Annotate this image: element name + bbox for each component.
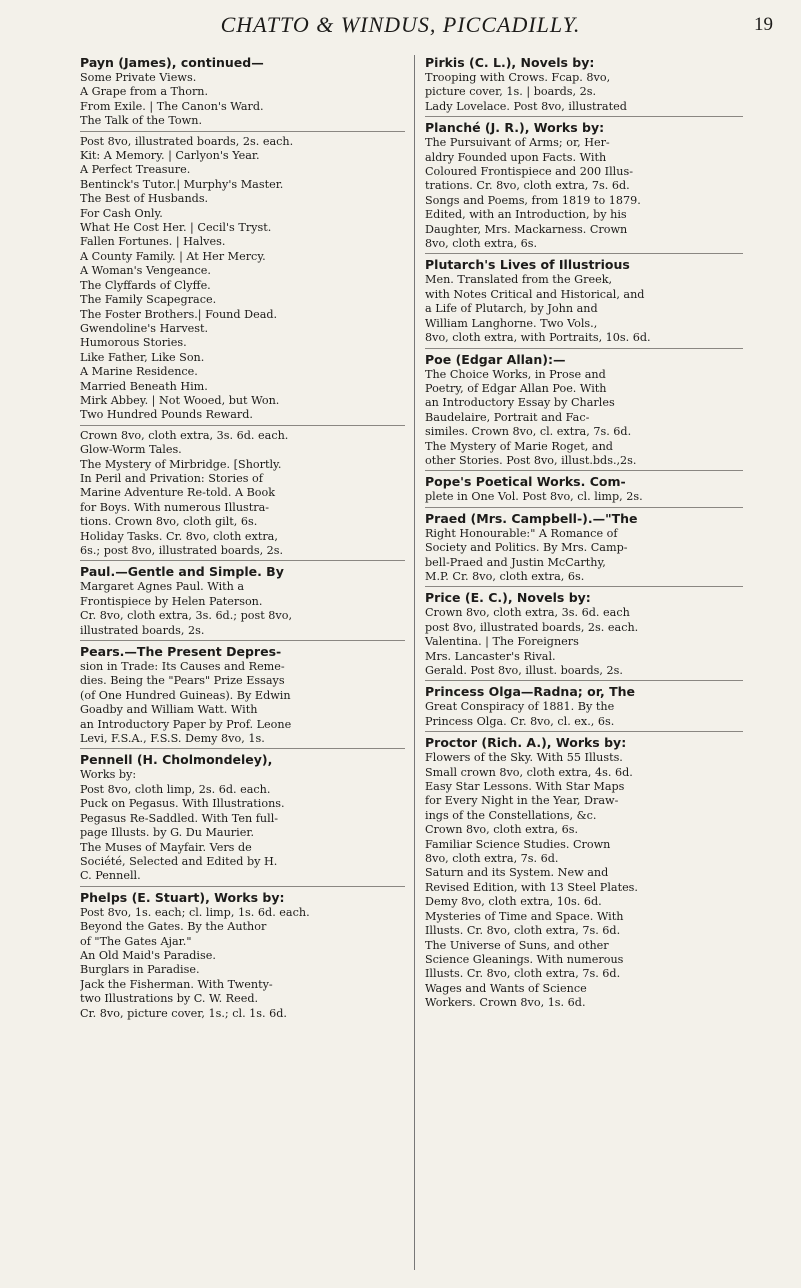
entry-line: Mirk Abbey. | Not Wooed, but Won. [80, 393, 280, 407]
catalog-entry [80, 135, 405, 426]
entry-line: Crown 8vo, cloth extra, 3s. 6d. each. [80, 428, 289, 442]
entry-line: The Best of Husbands. [80, 192, 209, 206]
entry-line: Married Beneath Him. [80, 379, 208, 393]
entry-line: Crown 8vo, cloth extra, 3s. 6d. each [425, 606, 630, 620]
entry-line: Saturn and its System. New and [425, 866, 609, 880]
entry-heading: Phelps (E. Stuart), Works by: [80, 889, 285, 905]
entry-line: Gerald. Post 8vo, illust. boards, 2s. [425, 664, 623, 677]
entry-line: Société, Selected and Edited by H. [80, 854, 278, 868]
entry-line: picture cover, 1s. | boards, 2s. [425, 85, 597, 99]
entry-line: Daughter, Mrs. Mackarness. Crown [425, 222, 628, 236]
entry-line: Flowers of the Sky. With 55 Illusts. [425, 751, 623, 765]
entry-line: Burglars in Paradise. [80, 963, 200, 977]
entry-line: Princess Olga. Cr. 8vo, cl. ex., 6s. [425, 714, 615, 728]
entry-heading: Payn (James), continued— [80, 55, 264, 70]
entry-line: The Choice Works, in Prose and [425, 367, 606, 381]
entry-line: page Illusts. by G. Du Maurier. [80, 826, 255, 840]
catalog-entry [80, 55, 405, 132]
entry-heading: Praed (Mrs. Campbell-).—"The [425, 510, 638, 526]
catalog-entry [425, 474, 743, 507]
catalog-entry [425, 55, 743, 117]
catalog-entry [425, 352, 743, 472]
entry-line: Science Gleanings. With numerous [425, 952, 624, 966]
entry-line: Edited, with an Introduction, by his [425, 208, 627, 222]
entry-line: M.P. Cr. 8vo, cloth extra, 6s. [425, 569, 585, 583]
entry-line: Two Hundred Pounds Reward. [80, 408, 253, 422]
entry-line: 8vo, cloth extra, 6s. [425, 237, 538, 251]
entry-line: Gwendoline's Harvest. [80, 321, 209, 335]
entry-line: Some Private Views. [80, 71, 197, 84]
entry-line: trations. Cr. 8vo, cloth extra, 7s. 6d. [425, 179, 630, 193]
entry-line: sion in Trade: Its Causes and Reme- [80, 660, 285, 674]
entry-line: (of One Hundred Guineas). By Edwin [80, 688, 291, 702]
entry-line: Jack the Fisherman. With Twenty- [80, 977, 273, 991]
entry-line: From Exile. | The Canon's Ward. [80, 99, 264, 113]
entry-line: The Mystery of Marie Roget, and [425, 439, 613, 453]
entry-line: 6s.; post 8vo, illustrated boards, 2s. [80, 544, 284, 557]
entry-line: In Peril and Privation: Stories of [80, 471, 263, 485]
entry-line: Post 8vo, cloth limp, 2s. 6d. each. [80, 782, 271, 796]
entry-line: Easy Star Lessons. With Star Maps [425, 780, 625, 794]
entry-line: 8vo, cloth extra, 7s. 6d. [425, 852, 559, 866]
entry-line: Songs and Poems, from 1819 to 1879. [425, 193, 641, 207]
entry-line: Like Father, Like Son. [80, 350, 205, 364]
catalog-entry [80, 752, 405, 886]
entry-line: The Muses of Mayfair. Vers de [80, 840, 252, 854]
entry-line: Lady Lovelace. Post 8vo, illustrated [425, 99, 627, 113]
entry-line: Glow-Worm Tales. [80, 443, 182, 457]
entry-line: Wages and Wants of Science [425, 981, 587, 995]
entry-heading: Pope's Poetical Works. Com- [425, 474, 626, 490]
entry-line: Coloured Frontispiece and 200 Illus- [425, 165, 633, 179]
entry-line: Illusts. Cr. 8vo, cloth extra, 7s. 6d. [425, 924, 621, 938]
entry-heading: Poe (Edgar Allan):— [425, 351, 566, 367]
entry-line: Puck on Pegasus. With Illustrations. [80, 797, 285, 811]
entry-line: Fallen Fortunes. | Halves. [80, 235, 226, 249]
entry-line: The Universe of Suns, and other [425, 938, 609, 952]
entry-line: Marine Adventure Re-told. A Book [80, 486, 276, 500]
entry-line: Trooping with Crows. Fcap. 8vo, [425, 71, 611, 84]
entry-heading: Pears.—The Present Depres- [80, 644, 282, 660]
entry-line: Illusts. Cr. 8vo, cloth extra, 7s. 6d. [425, 967, 621, 981]
catalog-entry [80, 564, 405, 641]
entry-heading: Planché (J. R.), Works by: [425, 120, 605, 136]
entry-line: for Every Night in the Year, Draw- [425, 794, 619, 808]
entry-line: A Perfect Treasure. [80, 163, 191, 177]
entry-line: Post 8vo, 1s. each; cl. limp, 1s. 6d. each. [80, 905, 310, 919]
entry-line: A Woman's Vengeance. [80, 264, 211, 278]
entry-line: aldry Founded upon Facts. With [425, 150, 607, 164]
catalog-entry [425, 590, 743, 681]
entry-line: bell-Praed and Justin McCarthy, [425, 555, 606, 569]
entry-line: The Pursuivant of Arms; or, Her- [425, 136, 610, 150]
entry-line: post 8vo, illustrated boards, 2s. each. [425, 620, 639, 634]
entry-line: dies. Being the "Pears" Prize Essays [80, 674, 285, 688]
entry-line: Post 8vo, illustrated boards, 2s. each. [80, 134, 294, 148]
entry-line: Holiday Tasks. Cr. 8vo, cloth extra, [80, 529, 278, 543]
entry-heading: Price (E. C.), Novels by: [425, 590, 591, 606]
entry-line: Mysteries of Time and Space. With [425, 909, 624, 923]
catalog-entry [425, 257, 743, 348]
entry-line: plete in One Vol. Post 8vo, cl. limp, 2s. [425, 490, 643, 504]
entry-line: Men. Translated from the Greek, [425, 273, 613, 287]
entry-line: The Family Scapegrace. [80, 293, 217, 307]
entry-line: C. Pennell. [80, 869, 141, 883]
entry-heading: Pirkis (C. L.), Novels by: [425, 55, 595, 70]
catalog-entry [425, 684, 743, 732]
entry-line: Bentinck's Tutor.| Murphy's Master. [80, 177, 284, 191]
entry-line: A Grape from a Thorn. [80, 85, 209, 99]
entry-line: Demy 8vo, cloth extra, 10s. 6d. [425, 895, 602, 909]
entry-line: an Introductory Paper by Prof. Leone [80, 717, 292, 731]
entry-line: two Illustrations by C. W. Reed. [80, 992, 259, 1006]
catalog-entry [425, 120, 743, 254]
entry-line: An Old Maid's Paradise. [80, 948, 216, 962]
entry-line: The Clyffards of Clyffe. [80, 278, 211, 292]
entry-line: Crown 8vo, cloth extra, 6s. [425, 823, 579, 837]
entry-heading: Pennell (H. Cholmondeley), [80, 752, 273, 768]
entry-line: Cr. 8vo, cloth extra, 3s. 6d.; post 8vo, [80, 609, 293, 623]
entry-heading: Plutarch's Lives of Illustrious [425, 257, 630, 273]
entry-line: What He Cost Her. | Cecil's Tryst. [80, 221, 272, 235]
catalog-entry [80, 890, 405, 1023]
entry-line: similes. Crown 8vo, cl. extra, 7s. 6d. [425, 425, 632, 439]
running-title: CHATTO & WINDUS, PICCADILLY. [220, 12, 581, 37]
entry-line: Mrs. Lancaster's Rival. [425, 649, 556, 663]
entry-line: Margaret Agnes Paul. With a [80, 580, 245, 594]
entry-line: Workers. Crown 8vo, 1s. 6d. [425, 996, 586, 1010]
entry-line: other Stories. Post 8vo, illust.bds.,2s. [425, 453, 637, 467]
entry-line: Pegasus Re-Saddled. With Ten full- [80, 811, 279, 825]
entry-line: Beyond the Gates. By the Author [80, 920, 267, 934]
entry-line: The Mystery of Mirbridge. [Shortly. [80, 457, 282, 471]
entry-line: The Foster Brothers.| Found Dead. [80, 307, 278, 321]
entry-line: A Marine Residence. [80, 365, 198, 379]
entry-line: For Cash Only. [80, 206, 163, 220]
entry-line: William Langhorne. Two Vols., [425, 316, 598, 330]
page-number: 19 [754, 14, 773, 35]
entry-line: Familiar Science Studies. Crown [425, 837, 611, 851]
entry-line: Humorous Stories. [80, 336, 187, 350]
entry-line: of "The Gates Ajar." [80, 934, 192, 948]
entry-line: Levi, F.S.A., F.S.S. Demy 8vo, 1s. [80, 732, 265, 746]
entry-line: ings of the Constellations, &c. [425, 808, 597, 822]
entry-line: Right Honourable:" A Romance of [425, 526, 618, 540]
catalog-entry [80, 644, 405, 749]
catalog-entry [425, 511, 743, 588]
entry-heading: Proctor (Rich. A.), Works by: [425, 735, 627, 751]
catalog-entry [425, 735, 743, 1012]
entry-line: Revised Edition, with 13 Steel Plates. [425, 880, 638, 894]
catalog-entry [80, 429, 405, 562]
entry-line: Baudelaire, Portrait and Fac- [425, 410, 590, 424]
entry-line: A County Family. | At Her Mercy. [80, 249, 266, 263]
entry-line: Kit: A Memory. | Carlyon's Year. [80, 149, 260, 163]
entry-line: illustrated boards, 2s. [80, 623, 205, 637]
entry-line: an Introductory Essay by Charles [425, 396, 615, 410]
entry-line: Small crown 8vo, cloth extra, 4s. 6d. [425, 765, 633, 779]
entry-line: for Boys. With numerous Illustra- [80, 500, 270, 514]
entry-line: a Life of Plutarch, by John and [425, 302, 598, 316]
left-column [80, 55, 405, 1270]
entry-line: Works by: [80, 768, 137, 782]
entry-line: Poetry, of Edgar Allan Poe. With [425, 381, 607, 395]
entry-line: Frontispiece by Helen Paterson. [80, 594, 263, 608]
page-header [0, 8, 801, 42]
entry-heading: Princess Olga—Radna; or, The [425, 684, 636, 700]
entry-heading: Paul.—Gentle and Simple. By [80, 564, 284, 580]
entry-line: tions. Crown 8vo, cloth gilt, 6s. [80, 515, 258, 529]
right-column [414, 55, 743, 1270]
entry-line: Goadby and William Watt. With [80, 703, 258, 717]
entry-line: Valentina. | The Foreigners [425, 635, 579, 649]
entry-line: Great Conspiracy of 1881. By the [425, 700, 615, 714]
entry-line: Society and Politics. By Mrs. Camp- [425, 541, 628, 555]
entry-line: with Notes Critical and Historical, and [425, 287, 645, 301]
entry-line: The Talk of the Town. [80, 114, 202, 128]
entry-line: 8vo, cloth extra, with Portraits, 10s. 6d. [425, 331, 651, 345]
entry-line: Cr. 8vo, picture cover, 1s.; cl. 1s. 6d. [80, 1006, 287, 1020]
